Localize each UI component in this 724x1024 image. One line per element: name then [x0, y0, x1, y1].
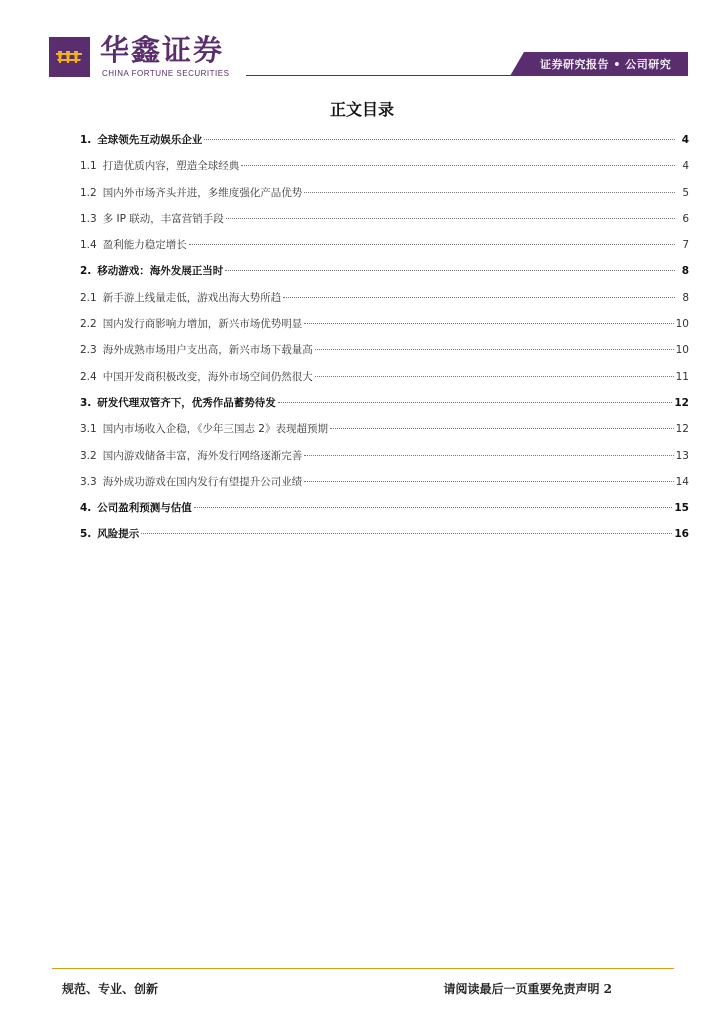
footer-slogan: 规范、专业、创新: [62, 982, 159, 996]
toc-dot-leader: [330, 428, 674, 429]
toc-entry[interactable]: [80, 443, 689, 469]
toc-entry-number: 1.4: [80, 239, 97, 252]
toc-entry-title: 国内外市场齐头并进，多维度强化产品优势: [102, 186, 303, 199]
toc-entry-number: 1.3: [80, 212, 97, 225]
toc-entry[interactable]: [80, 206, 689, 232]
toc-entry-page: 5: [682, 186, 689, 199]
toc-entry[interactable]: [80, 416, 689, 442]
toc-entry[interactable]: [80, 495, 689, 521]
toc-dot-leader: [304, 455, 673, 456]
toc-dot-leader: [315, 376, 674, 377]
toc-entry-number: 1.1: [80, 160, 97, 173]
toc-entry[interactable]: [80, 180, 689, 206]
toc-entry-title: 海外成功游戏在国内发行有望提升公司业绩: [102, 475, 303, 488]
toc-entry-page: 4: [681, 134, 689, 146]
toc-dot-leader: [304, 323, 673, 324]
toc-entry-page: 7: [682, 239, 689, 252]
brand-name-cn: 华鑫证券: [100, 33, 225, 67]
toc-entry-title: 海外成熟市场用户支出高，新兴市场下载量高: [102, 344, 313, 357]
toc-entry-number: 2.2: [80, 318, 97, 331]
toc-dot-leader: [304, 481, 673, 482]
report-type-label: 证券研究报告 • 公司研究: [540, 58, 672, 71]
toc-dot-leader: [189, 244, 675, 245]
toc-entry[interactable]: [80, 521, 689, 547]
toc-dot-leader: [278, 402, 673, 403]
toc-entry[interactable]: [80, 311, 689, 337]
toc-dot-leader: [241, 165, 675, 166]
toc-dot-leader: [194, 507, 673, 508]
toc-entry-page: 13: [675, 449, 689, 462]
toc-dot-leader: [141, 533, 672, 534]
toc-entry-title: 风险提示: [97, 528, 140, 541]
toc-entry-page: 10: [675, 318, 689, 331]
toc-entry-title: 研发代理双管齐下，优秀作品蓄势待发: [97, 396, 276, 409]
toc-entry-title: 公司盈利预测与估值: [97, 502, 192, 515]
toc-entry-page: 8: [681, 265, 689, 278]
toc-entry-page: 10: [675, 344, 689, 357]
toc-entry-number: 2.4: [80, 370, 97, 383]
toc-entry-number: 1.: [80, 134, 92, 146]
toc-entry-number: 3.: [80, 396, 92, 409]
toc-entry-title: 打造优质内容，塑造全球经典: [102, 160, 240, 173]
toc-dot-leader: [283, 297, 675, 298]
toc-entry-title: 国内市场收入企稳，《少年三国志 2》表现超预期: [102, 423, 328, 436]
toc-entry-page: 16: [674, 528, 689, 541]
toc-entry-number: 2.1: [80, 291, 97, 304]
table-of-contents: [80, 127, 689, 548]
toc-dot-leader: [315, 349, 674, 350]
toc-entry-number: 2.: [80, 265, 92, 278]
toc-entry-title: 新手游上线量走低，游戏出海大势所趋: [102, 291, 282, 304]
toc-entry-title: 盈利能力稳定增长: [102, 239, 187, 252]
toc-entry-title: 国内发行商影响力增加，新兴市场优势明显: [102, 318, 303, 331]
toc-entry-page: 6: [682, 212, 689, 225]
toc-entry-number: 3.1: [80, 423, 97, 436]
footer-divider: [52, 968, 674, 969]
toc-entry[interactable]: [80, 364, 689, 390]
toc-entry[interactable]: [80, 258, 689, 284]
toc-entry-page: 8: [682, 291, 689, 304]
toc-entry-number: 4.: [80, 502, 92, 515]
toc-entry-number: 2.3: [80, 344, 97, 357]
toc-entry-number: 1.2: [80, 186, 97, 199]
toc-entry[interactable]: [80, 153, 689, 179]
toc-dot-leader: [225, 270, 675, 271]
toc-dot-leader: [226, 218, 675, 219]
toc-entry-title: 全球领先互动娱乐企业: [97, 134, 203, 146]
toc-entry-page: 12: [675, 423, 689, 436]
toc-entry-page: 14: [675, 475, 689, 488]
toc-entry-title: 国内游戏储备丰富，海外发行网络逐渐完善: [102, 449, 303, 462]
toc-entry[interactable]: [80, 232, 689, 258]
toc-dot-leader: [304, 192, 675, 193]
toc-dot-leader: [204, 139, 675, 140]
toc-entry[interactable]: [80, 390, 689, 416]
toc-entry-number: 5.: [80, 528, 92, 541]
toc-entry-title: 中国开发商积极改变，海外市场空间仍然很大: [102, 370, 313, 383]
toc-entry-number: 3.3: [80, 475, 97, 488]
toc-entry-title: 多 IP 联动，丰富营销手段: [102, 212, 224, 225]
toc-entry-page: 15: [674, 502, 689, 515]
toc-entry-number: 3.2: [80, 449, 97, 462]
toc-entry-page: 12: [674, 396, 689, 409]
toc-title: 正文目录: [329, 100, 394, 119]
toc-entry-title: 移动游戏：海外发展正当时: [97, 265, 224, 278]
toc-entry-page: 11: [675, 370, 689, 383]
toc-entry-page: 4: [682, 160, 689, 173]
fortune-logo-icon: [49, 37, 90, 77]
toc-entry[interactable]: [80, 127, 689, 153]
brand-name-en: CHINA FORTUNE SECURITIES: [102, 69, 230, 78]
toc-entry[interactable]: [80, 285, 689, 311]
toc-entry[interactable]: [80, 337, 689, 363]
toc-entry[interactable]: [80, 469, 689, 495]
footer-disclaimer: 请阅读最后一页重要免责声明 2: [443, 982, 612, 996]
